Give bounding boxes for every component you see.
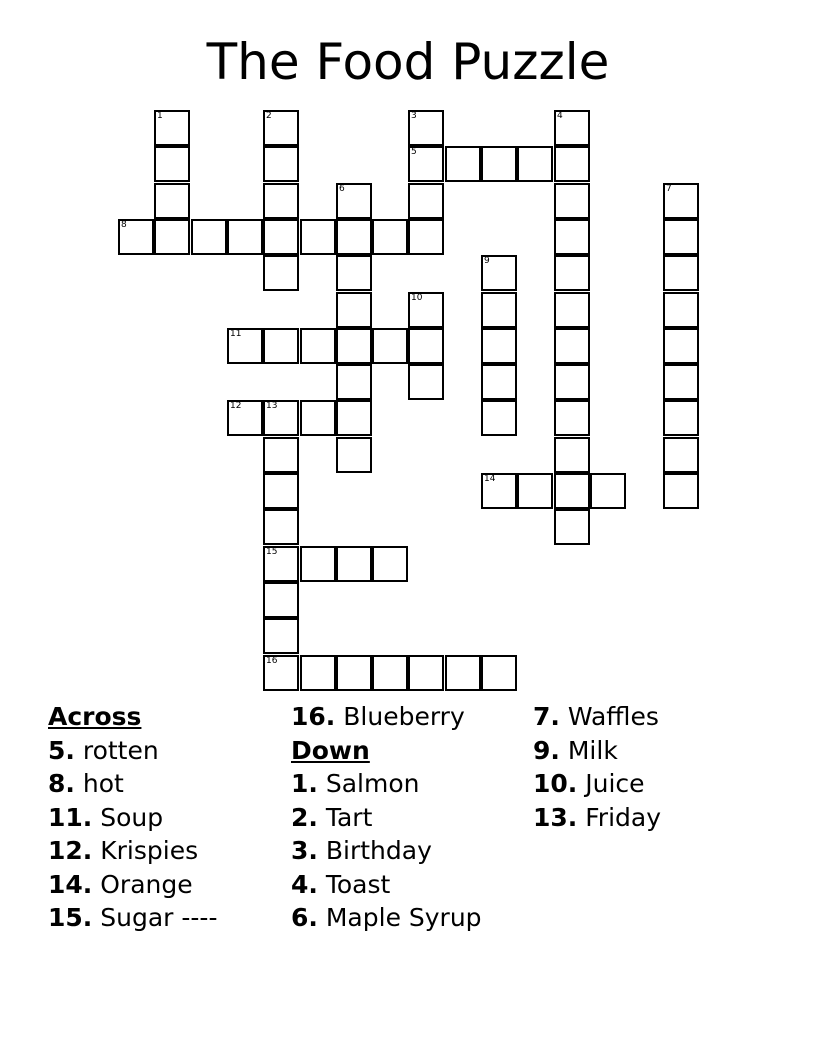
clue-text: Juice: [585, 769, 645, 798]
grid-cell[interactable]: [663, 400, 699, 436]
grid-cell[interactable]: [481, 328, 517, 364]
grid-cell[interactable]: [263, 437, 299, 473]
grid-cell[interactable]: [663, 437, 699, 473]
grid-cell[interactable]: [554, 255, 590, 291]
clue-number: 7.: [533, 702, 560, 731]
clue-item: [533, 700, 661, 734]
clue-text: Toast: [325, 869, 391, 899]
grid-cell[interactable]: [554, 328, 590, 364]
clue-item: [533, 734, 661, 768]
clue-item: [533, 767, 661, 801]
clue-column-2: [291, 700, 482, 935]
grid-cell[interactable]: [154, 146, 190, 182]
grid-cell[interactable]: [554, 473, 590, 509]
clue-text: hot: [82, 769, 124, 798]
grid-cell[interactable]: [263, 146, 299, 182]
grid-cell[interactable]: [336, 655, 372, 691]
grid-cell[interactable]: [481, 364, 517, 400]
clue-item: [291, 801, 482, 835]
cell-number: 11: [230, 329, 242, 339]
clue-item: [48, 901, 217, 935]
grid-cell[interactable]: [191, 219, 227, 255]
clue-text: rotten: [82, 735, 159, 765]
grid-cell[interactable]: [481, 473, 517, 509]
grid-cell[interactable]: [263, 618, 299, 654]
grid-cell[interactable]: [554, 292, 590, 328]
clue-column-1: [48, 700, 217, 935]
grid-cell[interactable]: [517, 473, 553, 509]
grid-cell[interactable]: [408, 146, 444, 182]
grid-cell[interactable]: [408, 183, 444, 219]
cell-number: 7: [666, 184, 672, 194]
grid-cell[interactable]: [517, 146, 553, 182]
grid-cell[interactable]: [263, 219, 299, 255]
grid-cell[interactable]: [663, 292, 699, 328]
cell-number: 10: [411, 293, 423, 303]
cell-number: 1: [157, 111, 163, 121]
puzzle-title: The Food Puzzle: [206, 33, 610, 91]
grid-cell[interactable]: [481, 655, 517, 691]
grid-cell[interactable]: [372, 328, 408, 364]
grid-cell[interactable]: [663, 183, 699, 219]
cell-number: 13: [266, 401, 278, 411]
grid-cell[interactable]: [408, 655, 444, 691]
clue-text: Maple Syrup: [325, 903, 482, 932]
grid-cell[interactable]: [372, 546, 408, 582]
grid-cell[interactable]: [481, 400, 517, 436]
grid-cell[interactable]: [336, 292, 372, 328]
clue-item: [48, 734, 217, 768]
grid-cell[interactable]: [300, 655, 336, 691]
grid-cell[interactable]: [554, 183, 590, 219]
clue-number: 5.: [48, 735, 75, 765]
clue-text: Tart: [325, 802, 373, 832]
clue-item: [291, 700, 482, 734]
grid-cell[interactable]: [554, 146, 590, 182]
grid-cell[interactable]: [663, 219, 699, 255]
grid-cell[interactable]: [554, 110, 590, 146]
grid-cell[interactable]: [227, 219, 263, 255]
grid-cell[interactable]: [336, 183, 372, 219]
grid-cell[interactable]: [336, 255, 372, 291]
clue-heading-text: Down: [291, 735, 370, 765]
clue-item: [533, 801, 661, 835]
clue-item: [48, 868, 217, 902]
clue-item: [48, 834, 217, 868]
clue-text: Orange: [100, 869, 193, 899]
grid-cell[interactable]: [663, 255, 699, 291]
clue-number: 16.: [291, 702, 336, 731]
grid-cell[interactable]: [300, 546, 336, 582]
grid-cell[interactable]: [554, 364, 590, 400]
clue-text: Soup: [100, 802, 164, 832]
grid-cell[interactable]: [336, 219, 372, 255]
clue-text: Blueberry: [343, 702, 465, 731]
grid-cell[interactable]: [263, 509, 299, 545]
clue-number: 13.: [533, 802, 578, 832]
grid-cell[interactable]: [336, 400, 372, 436]
grid-cell[interactable]: [263, 473, 299, 509]
clue-item: [291, 834, 482, 868]
grid-cell[interactable]: [263, 255, 299, 291]
grid-cell[interactable]: [408, 328, 444, 364]
clue-number: 2.: [291, 802, 318, 832]
clue-number: 1.: [291, 769, 318, 798]
grid-cell[interactable]: [263, 183, 299, 219]
clue-heading: [48, 700, 217, 734]
grid-cell[interactable]: [408, 364, 444, 400]
cell-number: 14: [484, 474, 496, 484]
clue-text: Milk: [567, 735, 618, 765]
clue-number: 14.: [48, 869, 93, 899]
grid-cell[interactable]: [554, 509, 590, 545]
grid-cell[interactable]: [554, 437, 590, 473]
clue-heading-text: Across: [48, 702, 142, 731]
clue-text: Friday: [585, 802, 662, 832]
clue-item: [291, 901, 482, 935]
grid-cell[interactable]: [663, 328, 699, 364]
grid-cell[interactable]: [554, 400, 590, 436]
cell-number: 8: [121, 220, 127, 230]
grid-cell[interactable]: [263, 582, 299, 618]
grid-cell[interactable]: [263, 655, 299, 691]
grid-cell[interactable]: [372, 219, 408, 255]
clue-number: 3.: [291, 836, 318, 865]
grid-cell[interactable]: [300, 328, 336, 364]
cell-number: 3: [411, 111, 417, 121]
clue-item: [291, 868, 482, 902]
grid-cell[interactable]: [663, 473, 699, 509]
clue-number: 10.: [533, 769, 578, 798]
cell-number: 16: [266, 656, 278, 666]
grid-cell[interactable]: [481, 146, 517, 182]
clue-number: 6.: [291, 903, 318, 932]
grid-cell[interactable]: [372, 655, 408, 691]
grid-cell[interactable]: [154, 110, 190, 146]
grid-cell[interactable]: [227, 400, 263, 436]
cell-number: 15: [266, 547, 278, 557]
clue-item: [48, 801, 217, 835]
clue-item: [48, 767, 217, 801]
grid-cell[interactable]: [154, 219, 190, 255]
clue-number: 4.: [291, 869, 318, 899]
cell-number: 5: [411, 147, 417, 157]
cell-number: 12: [230, 401, 242, 411]
clue-number: 11.: [48, 802, 93, 832]
clue-number: 8.: [48, 769, 75, 798]
grid-cell[interactable]: [300, 219, 336, 255]
grid-cell[interactable]: [118, 219, 154, 255]
grid-cell[interactable]: [263, 110, 299, 146]
grid-cell[interactable]: [336, 437, 372, 473]
cell-number: 9: [484, 256, 490, 266]
grid-cell[interactable]: [263, 546, 299, 582]
clue-heading: [291, 734, 482, 768]
grid-cell[interactable]: [481, 255, 517, 291]
clue-item: [291, 767, 482, 801]
clue-number: 15.: [48, 903, 93, 932]
grid-cell[interactable]: [663, 364, 699, 400]
clue-text: Birthday: [325, 836, 432, 865]
grid-cell[interactable]: [227, 328, 263, 364]
grid-cell[interactable]: [336, 546, 372, 582]
grid-cell[interactable]: [554, 219, 590, 255]
cell-number: 6: [339, 184, 345, 194]
grid-cell[interactable]: [408, 110, 444, 146]
clue-column-3: [533, 700, 661, 834]
clue-text: Krispies: [100, 836, 199, 865]
grid-cell[interactable]: [481, 292, 517, 328]
clue-text: Waffles: [567, 702, 659, 731]
grid-cell[interactable]: [408, 292, 444, 328]
grid-cell[interactable]: [445, 655, 481, 691]
grid-cell[interactable]: [590, 473, 626, 509]
cell-number: 4: [557, 111, 563, 121]
grid-cell[interactable]: [263, 328, 299, 364]
grid-cell[interactable]: [445, 146, 481, 182]
grid-cell[interactable]: [300, 400, 336, 436]
clue-text: Salmon: [325, 769, 420, 798]
cell-number: 2: [266, 111, 272, 121]
clue-number: 9.: [533, 735, 560, 765]
clue-number: 12.: [48, 836, 93, 865]
grid-cell[interactable]: [336, 364, 372, 400]
grid-cell[interactable]: [408, 219, 444, 255]
clue-text: Sugar ----: [100, 903, 218, 932]
grid-cell[interactable]: [154, 183, 190, 219]
grid-cell[interactable]: [336, 328, 372, 364]
grid-cell[interactable]: [263, 400, 299, 436]
